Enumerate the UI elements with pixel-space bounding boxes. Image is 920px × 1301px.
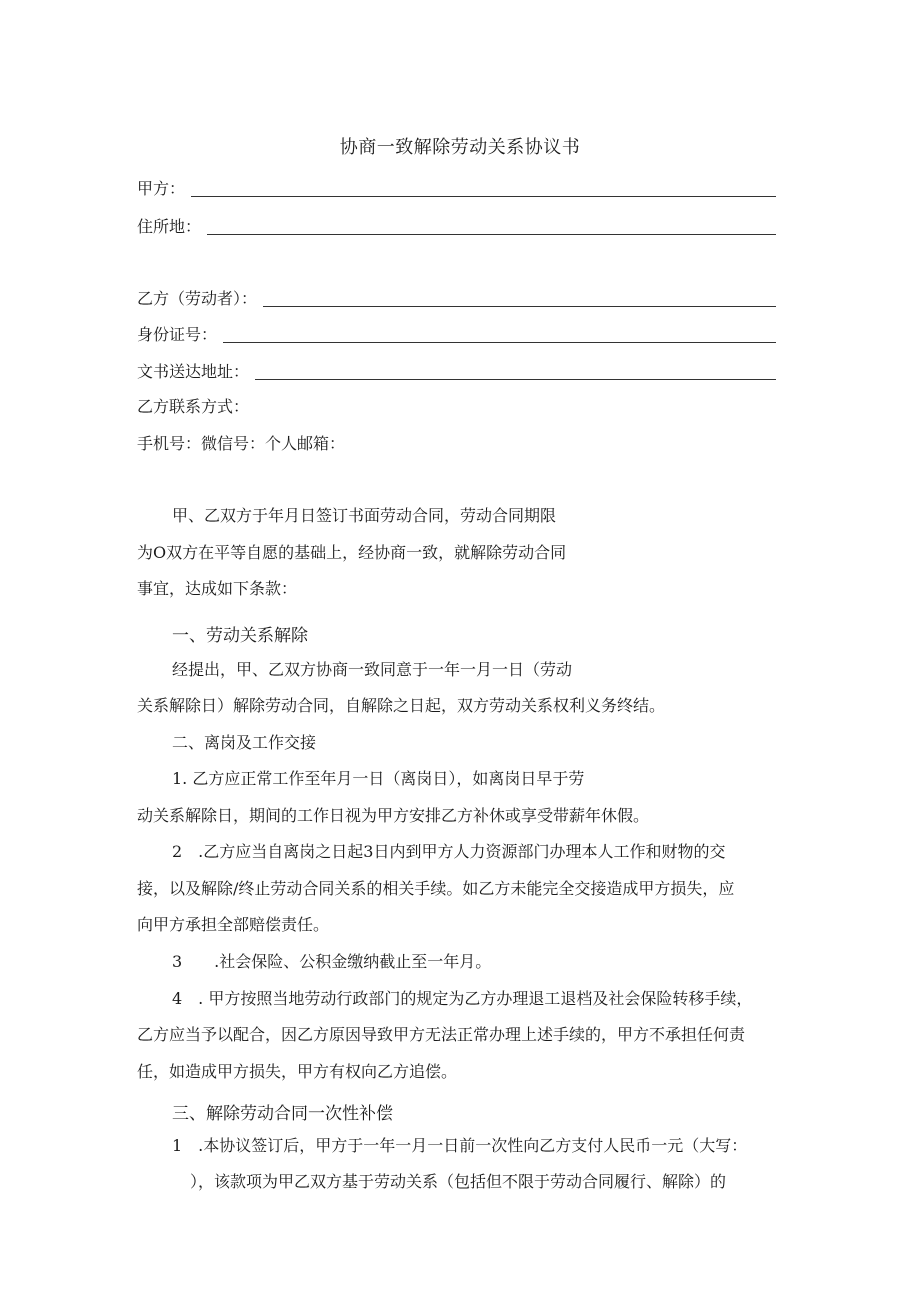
party-b-contact-items: 手机号：微信号：个人邮箱：	[137, 434, 346, 453]
section-2-item-3: 3 .社会保险、公积金缴纳截止至一年月。	[172, 952, 492, 971]
section-2-item-4-line-1: 4 . 甲方按照当地劳动行政部门的规定为乙方办理退工退档及社会保险转移手续，	[172, 989, 753, 1008]
party-b-id-field	[137, 322, 776, 346]
party-a-address-blank[interactable]	[207, 233, 776, 235]
party-b-delivery-blank[interactable]	[255, 378, 776, 380]
party-b-id-label: 身份证号：	[137, 325, 218, 344]
intro-line-3: 事宜，达成如下条款：	[137, 579, 298, 598]
section-1-line-1: 经提出，甲、乙双方协商一致同意于一年一月一日（劳动	[172, 660, 573, 679]
section-2-item-1-line-2: 动关系解除日，期间的工作日视为甲方安排乙方补休或享受带薪年休假。	[137, 806, 650, 825]
section-2-item-2-line-3: 向甲方承担全部赔偿责任。	[137, 915, 330, 934]
party-b-name-label: 乙方（劳动者）：	[137, 289, 258, 308]
section-3-heading: 三、解除劳动合同一次性补偿	[172, 1104, 393, 1124]
intro-line-1: 甲、乙双方于年月日签订书面劳动合同，劳动合同期限	[172, 506, 557, 525]
party-a-name-field	[137, 176, 776, 200]
party-a-address-field	[137, 214, 776, 238]
section-3-item-1-line-1: 1 .本协议签订后，甲方于一年一月一日前一次性向乙方支付人民币一元（大写：	[172, 1136, 748, 1155]
section-2-item-4-line-2: 乙方应当予以配合，因乙方原因导致甲方无法正常办理上述手续的，甲方不承担任何责	[137, 1025, 746, 1044]
section-1-heading: 一、劳动关系解除	[172, 626, 308, 646]
section-2-item-4-line-3: 任，如造成甲方损失，甲方有权向乙方追偿。	[137, 1062, 458, 1081]
section-2-item-2-line-2: 接，以及解除/终止劳动合同关系的相关手续。如乙方未能完全交接造成甲方损失，应	[137, 879, 735, 898]
party-b-delivery-label: 文书送达地址：	[137, 362, 250, 381]
section-1-line-2: 关系解除日）解除劳动合同，自解除之日起，双方劳动关系权利义务终结。	[137, 696, 666, 715]
party-b-delivery-field	[137, 359, 776, 383]
section-2-item-1-line-1: 1. 乙方应正常工作至年月一日（离岗日），如离岗日早于劳	[172, 769, 585, 788]
section-2-heading: 二、离岗及工作交接	[172, 733, 317, 752]
party-a-name-blank[interactable]	[191, 195, 776, 197]
intro-line-2: 为O双方在平等自愿的基础上，经协商一致，就解除劳动合同	[137, 543, 567, 562]
party-b-name-blank[interactable]	[263, 305, 776, 307]
document-title: 协商一致解除劳动关系协议书	[339, 137, 581, 158]
party-b-name-field	[137, 286, 776, 310]
party-a-name-label: 甲方：	[137, 179, 186, 198]
section-3-item-1-line-2: ），该款项为甲乙双方基于劳动关系（包括但不限于劳动合同履行、解除）的	[190, 1172, 727, 1191]
section-2-item-2-line-1: 2 .乙方应当自离岗之日起3日内到甲方人力资源部门办理本人工作和财物的交	[172, 842, 726, 861]
party-b-id-blank[interactable]	[223, 341, 776, 343]
party-a-address-label: 住所地：	[137, 217, 202, 236]
party-b-contact-label: 乙方联系方式：	[137, 397, 250, 416]
